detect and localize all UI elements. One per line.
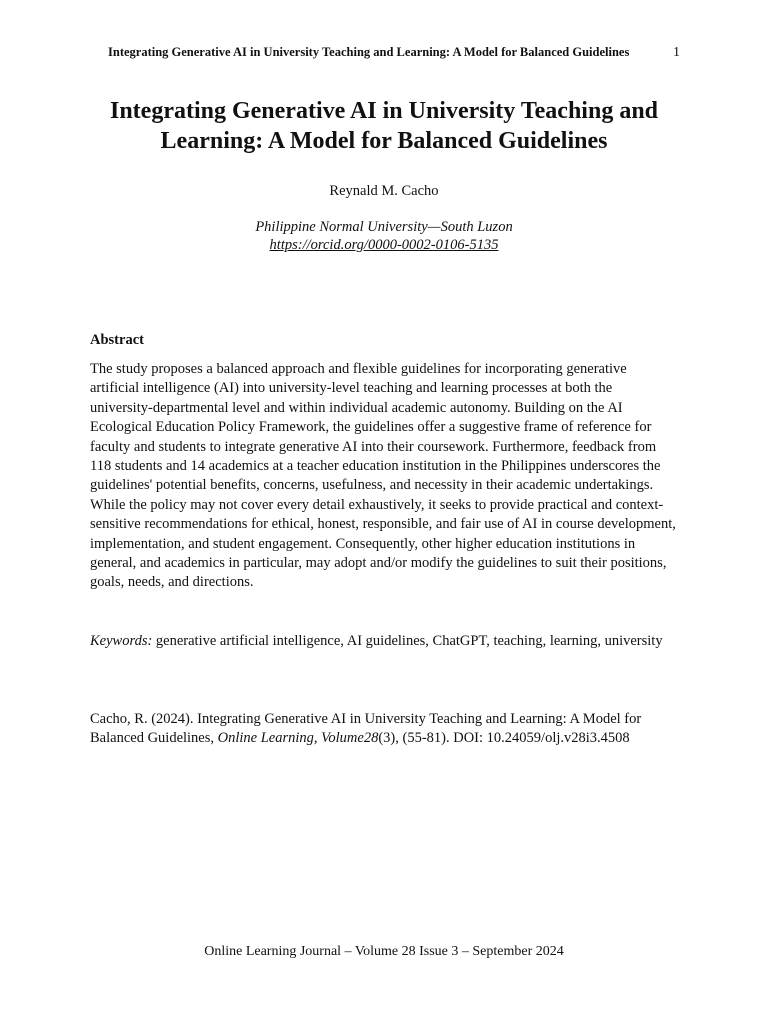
- paper-title: [60, 96, 708, 156]
- page-number: 1: [673, 45, 680, 60]
- orcid-link[interactable]: https://orcid.org/0000-0002-0106-5135: [269, 237, 499, 253]
- abstract-heading: Abstract: [90, 332, 144, 348]
- abstract-text: The study proposes a balanced approach and flexible guidelines for incorporating generative artificial intelligence (AI) into university-level teaching and learning processes at both the university-departmental level and within individual academic autonomy. Building on the AI Ecological Education Policy Framework, the guidelines offer a suggestive frame of reference for faculty and students to integrate generative AI into their coursework. Furthermore, feedback from 118 students and 14 academics at a teacher education institution in the Philippines underscores the guidelines' potential benefits, concerns, usefulness, and necessity in their academic undertakings. While the policy may not cover every detail exhaustively, it seeks to provide practical and context-sensitive recommendations for ethical, honest, responsible, and fair use of AI in course development, implementation, and student engagement. Consequently, other higher education institutions in general, and academics in particular, may adopt and/or modify the guidelines to suit their positions, goals, needs, and directions.: [90, 361, 676, 591]
- author-affiliation: Philippine Normal University—South Luzon: [255, 219, 513, 235]
- page-footer: Online Learning Journal – Volume 28 Issue 3 – September 2024: [204, 944, 564, 959]
- keywords: [90, 632, 678, 651]
- citation: [90, 710, 678, 749]
- citation-prefix: Cacho, R. (2024). Integrating Generative AI in University Teaching and Learning: A Model for Balanced Guidelines,: [90, 711, 642, 747]
- citation-suffix: (3), (55-81). DOI: 10.24059/olj.v28i3.4508: [378, 730, 630, 747]
- citation-journal: Online Learning, Volume28: [217, 730, 379, 747]
- author-name: Reynald M. Cacho: [329, 183, 439, 199]
- keywords-text: generative artificial intelligence, AI guidelines, ChatGPT, teaching, learning, university: [152, 633, 663, 649]
- paper-title-line-1: Integrating Generative AI in University Teaching and: [109, 98, 659, 124]
- keywords-label: Keywords:: [90, 633, 153, 649]
- running-title: Integrating Generative AI in University Teaching and Learning: A Model for Balanced Guidelines: [108, 45, 630, 59]
- paper-title-line-2: Learning: A Model for Balanced Guidelines: [160, 128, 608, 154]
